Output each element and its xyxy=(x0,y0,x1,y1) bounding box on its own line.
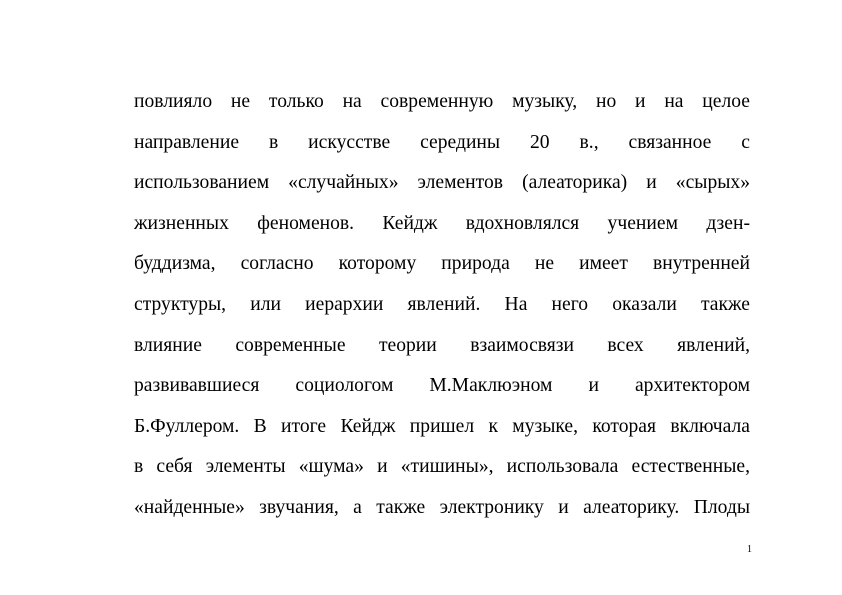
text-line-7: влияние современные теории взаимосвязи всех явлений, xyxy=(134,334,750,356)
page-number: 1 xyxy=(747,544,752,555)
text-line-11: «найденные» звучания, а также электронику и алеаторику. Плоды xyxy=(134,496,750,518)
text-line-1: повлияло не только на современную музыку, но и на целое xyxy=(134,91,750,112)
text-line-9: Б.Фуллером. В итоге Кейдж пришел к музыке, которая включала xyxy=(134,415,750,437)
text-line-2: направление в искусстве середины 20 в., связанное с xyxy=(134,131,750,153)
text-line-10: в себя элементы «шума» и «тишины», использовала естественные, xyxy=(134,456,750,478)
text-line-4: жизненных феноменов. Кейдж вдохновлялся учением дзен- xyxy=(134,212,750,234)
text-line-6: структуры, или иерархии явлений. На него оказали также xyxy=(134,293,750,315)
text-line-3: использованием «случайных» элементов (алеаторика) и «сырых» xyxy=(134,172,750,194)
text-line-5: буддизма, согласно которому природа не имеет внутренней xyxy=(134,253,750,275)
text-line-8: развивавшиеся социологом М.Маклюэном и архитектором xyxy=(134,375,750,397)
body-paragraph xyxy=(134,82,750,529)
